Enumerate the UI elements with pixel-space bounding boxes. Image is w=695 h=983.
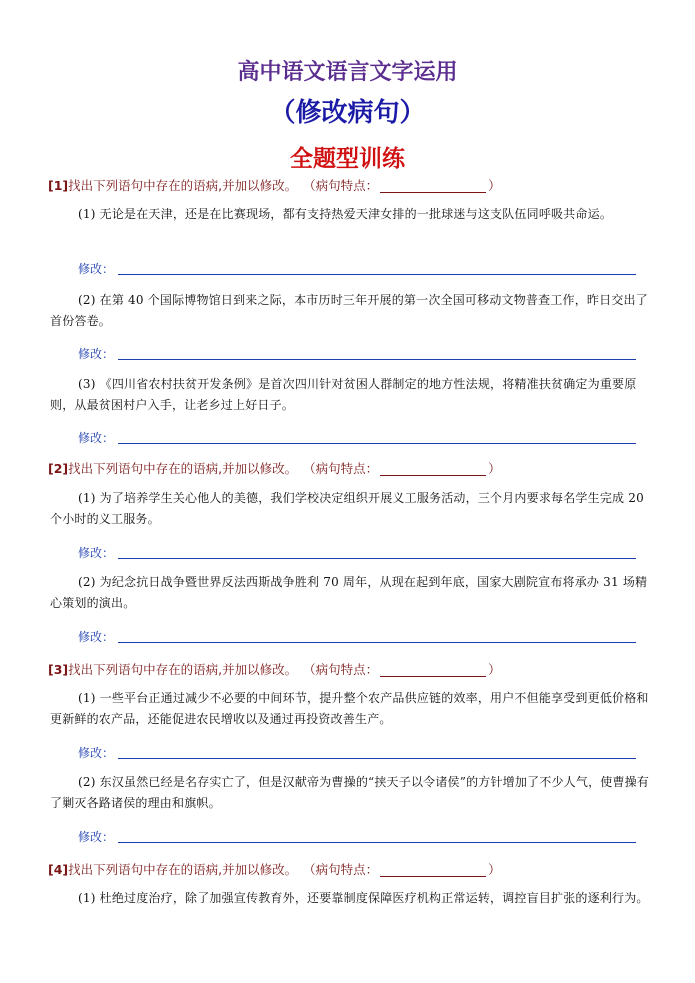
fix-answer-line[interactable] (118, 274, 636, 275)
fix-label: 修改： (78, 431, 115, 445)
feature-close: ） (488, 178, 501, 193)
question-instruction: 找出下列语句中存在的语病,并加以修改。 (68, 178, 298, 193)
fix-answer-line[interactable] (118, 558, 636, 559)
fix-label: 修改： (78, 347, 115, 361)
question-number: [1] (48, 178, 69, 193)
feature-label: （病句特点： (303, 461, 379, 476)
sentence-item: (1) 一些平台正通过减少不必要的中间环节，提升整个农产品供应链的效率，用户不但能享受到更低价格和更新鲜的农产品，还能促进农民增收以及通过再投资改善生产。 (50, 691, 649, 726)
feature-close: ） (488, 662, 501, 677)
fix-answer-line[interactable] (118, 642, 636, 643)
fix-answer-line[interactable] (118, 842, 636, 843)
sentence-item: (2) 东汉虽然已经是名存实亡了，但是汉献帝为曹操的“挟天子以令诸侯”的方针增加了不少人气，使曹操有了剿灭各路诸侯的理由和旗帜。 (50, 775, 650, 810)
page-subtitle: （修改病句） (269, 98, 426, 128)
fix-answer-line[interactable] (118, 359, 636, 360)
question-header-3 (48, 660, 501, 678)
sentence-item: (1) 杜绝过度治疗，除了加强宣传教育外，还要靠制度保障医疗机构正常运转，调控盲目扩张的逐利行为。 (78, 891, 649, 905)
sentence-item: (2) 在第 40 个国际博物馆日到来之际，本市历时三年开展的第一次全国可移动文物普查工作，昨日交出了首份答卷。 (50, 293, 648, 328)
fix-label: 修改： (78, 830, 115, 844)
feature-blank[interactable] (380, 463, 486, 476)
question-instruction: 找出下列语句中存在的语病,并加以修改。 (68, 862, 298, 877)
feature-label: （病句特点： (303, 862, 379, 877)
question-header-4 (48, 860, 501, 878)
page-title: 高中语文语言文字运用 (237, 60, 458, 85)
feature-label: （病句特点： (303, 662, 379, 677)
question-number: [4] (48, 862, 69, 877)
feature-blank[interactable] (380, 664, 486, 677)
exercise-type-title: 全题型训练 (290, 146, 405, 172)
feature-label: （病句特点： (303, 178, 379, 193)
feature-blank[interactable] (380, 864, 486, 877)
question-instruction: 找出下列语句中存在的语病,并加以修改。 (68, 662, 298, 677)
question-header-2 (48, 459, 501, 477)
fix-label: 修改： (78, 546, 115, 560)
feature-close: ） (488, 461, 501, 476)
fix-label: 修改： (78, 746, 115, 760)
sentence-item: (2) 为纪念抗日战争暨世界反法西斯战争胜利 70 周年，从现在起到年底，国家大剧院宣布将承办 31 场精心策划的演出。 (50, 575, 648, 610)
fix-answer-line[interactable] (118, 443, 636, 444)
question-number: [2] (48, 461, 69, 476)
sentence-item: (1) 为了培养学生关心他人的美德，我们学校决定组织开展义工服务活动，三个月内要求每名学生完成 20 个小时的义工服务。 (50, 491, 644, 526)
feature-close: ） (488, 862, 501, 877)
fix-answer-line[interactable] (118, 758, 636, 759)
feature-blank[interactable] (380, 180, 486, 193)
fix-label: 修改： (78, 262, 115, 276)
question-header-1 (48, 176, 501, 194)
question-instruction: 找出下列语句中存在的语病,并加以修改。 (68, 461, 298, 476)
question-number: [3] (48, 662, 69, 677)
sentence-item: (3) 《四川省农村扶贫开发条例》是首次四川针对贫困人群制定的地方性法规，将精准扶贫确定为重要原则，从最贫困村户入手，让老乡过上好日子。 (50, 377, 637, 412)
fix-label: 修改： (78, 630, 115, 644)
sentence-item: (1) 无论是在天津，还是在比赛现场，都有支持热爱天津女排的一批球迷与这支队伍同呼吸共命运。 (78, 207, 613, 221)
